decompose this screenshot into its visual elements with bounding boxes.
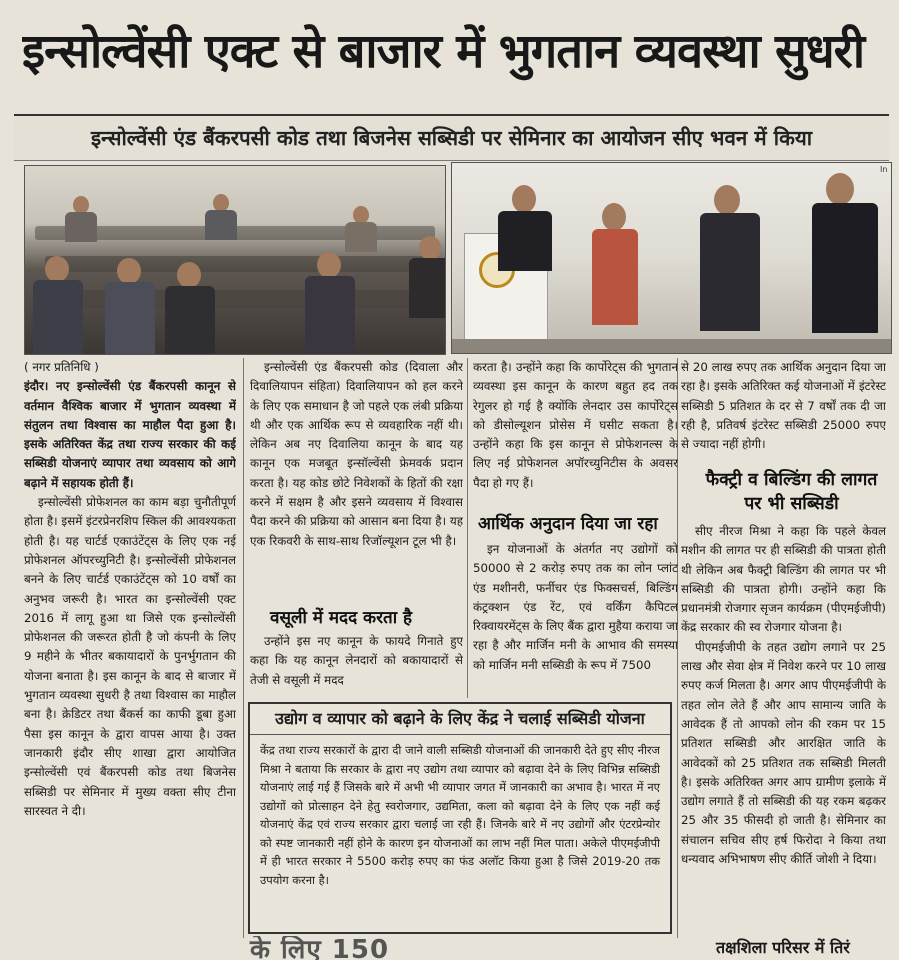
subheading-factory: फैक्ट्री व बिल्डिंग की लागत पर भी सब्सिडी <box>705 470 878 514</box>
paragraph: उन्होंने इस नए कानून के फायदे गिनाते हुए कहा कि यह कानून लेनदारों को बकायादारों से तेजी से वसूली में मदद <box>250 634 463 687</box>
box-text: केंद्र तथा राज्य सरकारों के द्वारा दी जाने वाली सब्सिडी योजनाओं की जानकारी देते हुए सीए नीरज मिश्रा ने बताया कि सरकार के द्वारा नए उद्योग तथा व्यापार को बढ़ावा देने के लिए विभिन्न सब्सिडी योजनाएं लाई गई हैं जिसके बारे में अभी भी व्यापार जगत में जानकारी का अभाव है। भारत में नए उद्योगों को प्रोत्साहन देने हेतु स्वरोजगार, उद्यमिता, कला को बढ़ावा देने के लिए एक नहीं कई योजनाएं केंद्र एवं राज्य सरकार द्वारा चलाई जा रही हैं। जिनके बारे में नए उद्योगों और एंटरप्रेन्योर को स्पष्ट जानकारी नहीं होने के कारण इन योजनाओं का लाभ नहीं मिल पाता। अकेले पीएमईजीपी में ही भारत सरकार ने 5500 करोड़ रुपए का फंड अलॉट किया हुआ है जिसे 2019-20 तक उपयोग करना है। <box>260 743 660 887</box>
column-3 <box>473 358 678 506</box>
column-4-continued <box>681 522 886 934</box>
column-4 <box>681 358 886 458</box>
paragraph: सीए नीरज मिश्रा ने कहा कि पहले केवल मशीन की लागत पर ही सब्सिडी की पात्रता होती थी लेकिन अब फैक्ट्री बिल्डिंग की लागत पर भी सब्सिडी की पात्रता होगी। उन्होंने कहा कि प्रधानमंत्री रोजगार सृजन कार्यक्रम (पीएमईजीपी) केंद्र सरकार की स्व रोजगार योजना है। <box>681 524 886 635</box>
column-2-continued <box>250 632 463 700</box>
paragraph: इन्सोल्वेंसी एंड बैंकरपसी कोड (दिवाला और दिवालियापन संहिता) दिवालियापन को हल करने के लिए एक समाधान है जो पहले एक लंबी प्रक्रिया थी और एक आर्थिक रूप से व्यवहारिक नहीं थी। लेकिन अब नए दिवालिया कानून के बाद यह कानून एक मजबूत इन्सॉल्वेंसी फ्रेमवर्क प्रदान करता है। यह कोड छोटे निवेशकों के हितों की रक्षा करने में सक्षम है और इसने व्यवसाय में विश्वास पैदा करने की प्रक्रिया को आसान बना दिया है। यह एक रिकवरी के साथ-साथ रिजॉल्यूशन टूल भी है। <box>250 360 463 548</box>
subheading-wasooli: वसूली में मदद करता है <box>270 608 413 628</box>
subheadline: इन्सोल्वेंसी एंड बैंकरपसी कोड तथा बिजनेस सब्सिडी पर सेमिनार का आयोजन सीए भवन में किया <box>14 114 889 161</box>
photo-credit: In <box>880 165 888 174</box>
lead-paragraph: इंदौर। नए इन्सोल्वेंसी एंड बैंकरपसी कानून से वर्तमान वैश्विक बाजार में भुगतान व्यवस्था में संतुलन तथा विश्वास का माहौल पैदा हुआ है। इसके अतिरिक्त केंद्र तथा राज्य सरकार की कई सब्सिडी योजनाएं व्यापार तथा व्यवसाय को आगे बढ़ाने में सहायक होती हैं। <box>24 379 236 490</box>
byline: ( नगर प्रतिनिधि ) <box>24 360 99 374</box>
paragraph: पीएमईजीपी के तहत उद्योग लगाने पर 25 लाख और सेवा क्षेत्र में निवेश करने पर 10 लाख रुपए कर्ज मिलता है। अगर आप पीएमईजीपी के तहत लोन लेते हैं और आप सामान्य जाति के आवेदक हैं तो आपको लोन की रकम पर 15 प्रतिशत सब्सिडी और आरक्षित जाति के आवेदकों को 25 प्रतिशत तक सब्सिडी मिलती है। इसके अतिरिक्त अगर आप ग्रामीण इलाके में उद्योग लगाते हैं तो सब्सिडी की यह रकम बढ़कर 25 और 35 फीसदी हो जाती है। सेमिनार का संचालन सचिव सीए हर्ष फिरोदा ने किया तथा धन्यवाद अभिभाषण सीए कीर्ति जोशी ने दिया। <box>681 639 886 867</box>
subheading-anudan: आर्थिक अनुदान दिया जा रहा <box>478 514 658 534</box>
next-story-strip <box>0 936 899 960</box>
paragraph: इन्सोल्वेंसी प्रोफेशनल का काम बड़ा चुनौतीपूर्ण होता है। इसमें इंटरप्रेनरशिप स्किल की आवश्यकता होती है। यह चार्टर्ड एकाउंटेंट्स के लिए एक नई प्रोफेशनल ऑपरच्युनिटी है। इन्सोल्वेंसी प्रोफेशनल बनने के लिए चार्टर्ड एकाउंटेंट्स को 10 वर्षों का अनुभव जरूरी है। भारत का इन्सोल्वेंसी एक्ट 2016 में लागू हुआ था जिसे एक इन्सोल्वेंसी प्रोफेशनल की जरूरत होती है जो कंपनी के लिए 9 महीने के भीतर बकायादारों के पुनर्भुगतान की योजना बनाता है। इस कानून के बाद से बाजार में भुगतान व्यवस्था सुधरी है तथा विश्वास का माहौल बना है। क्रेडिटर तथा बैंकर्स का काफी डूबा हुआ पैसा इस कानून के द्वारा वापस आया है। उक्त जानकारी इंदौर सीए शाखा द्वारा आयोजित इन्सोल्वेंसी एवं बैंकरपसी कोड तथा बिजनेस सब्सिडी पर सेमिनार में मुख्य वक्ता सीए टीना सारस्वत ने दी। <box>24 495 236 818</box>
stage-photo <box>451 162 892 354</box>
subsidy-scheme-box <box>248 702 672 934</box>
footer-left-headline: के लिए 150 <box>250 936 390 960</box>
column-1 <box>24 358 236 948</box>
headline: इन्सोल्वेंसी एक्ट से बाजार में भुगतान व्यवस्था सुधरी <box>22 24 865 79</box>
paragraph: इन योजनाओं के अंतर्गत नए उद्योगों को 50000 से 2 करोड़ रुपए तक का लोन प्लांट एंड मशीनरी, फर्नीचर एंड फिक्सचर्स, बिल्डिंग कंट्रक्शन एंड रेंट, एवं वर्किंग कैपिटल रिक्वायरमेंट्स के लिए बैंक द्वारा मुहैया कराया जा रहा है और मार्जिन मनी के आभाव की समस्या को मार्जिन मनी सब्सिडी के रूप में 7500 <box>473 542 678 672</box>
paragraph: से 20 लाख रुपए तक आर्थिक अनुदान दिया जा रहा है। इसके अतिरिक्त कई योजनाओं में इंटरेस्ट सब्सिडी 5 प्रतिशत के दर से 7 वर्षों तक दी जा रही है, प्रतिवर्ष इंटरेस्ट सब्सिडी 25000 रुपए से ज्यादा नहीं होगी। <box>681 360 886 452</box>
paragraph: करता है। उन्होंने कहा कि कार्पोरेट्स की भुगतान व्यवस्था इस कानून के कारण बहुत हद तक रेगुलर हो गई है क्योंकि लेनदार उस कार्पोरेट्स को डीसोल्यूशन प्रोसेस में घसीट सकता है। उन्होंने कहा कि इस कानून से प्रोफेशनल्स के लिए नई प्रोफेशनल अपॉरच्युनिटीस के अवसर पैदा हो गए हैं। <box>473 360 678 490</box>
audience-photo <box>24 165 446 355</box>
column-3-continued <box>473 540 678 690</box>
footer-right-headline: तक्षशिला परिसर में तिरं <box>716 938 850 957</box>
box-title: उद्योग व व्यापार को बढ़ाने के लिए केंद्र ने चलाई सब्सिडी योजना <box>250 704 670 735</box>
column-2 <box>250 358 463 603</box>
